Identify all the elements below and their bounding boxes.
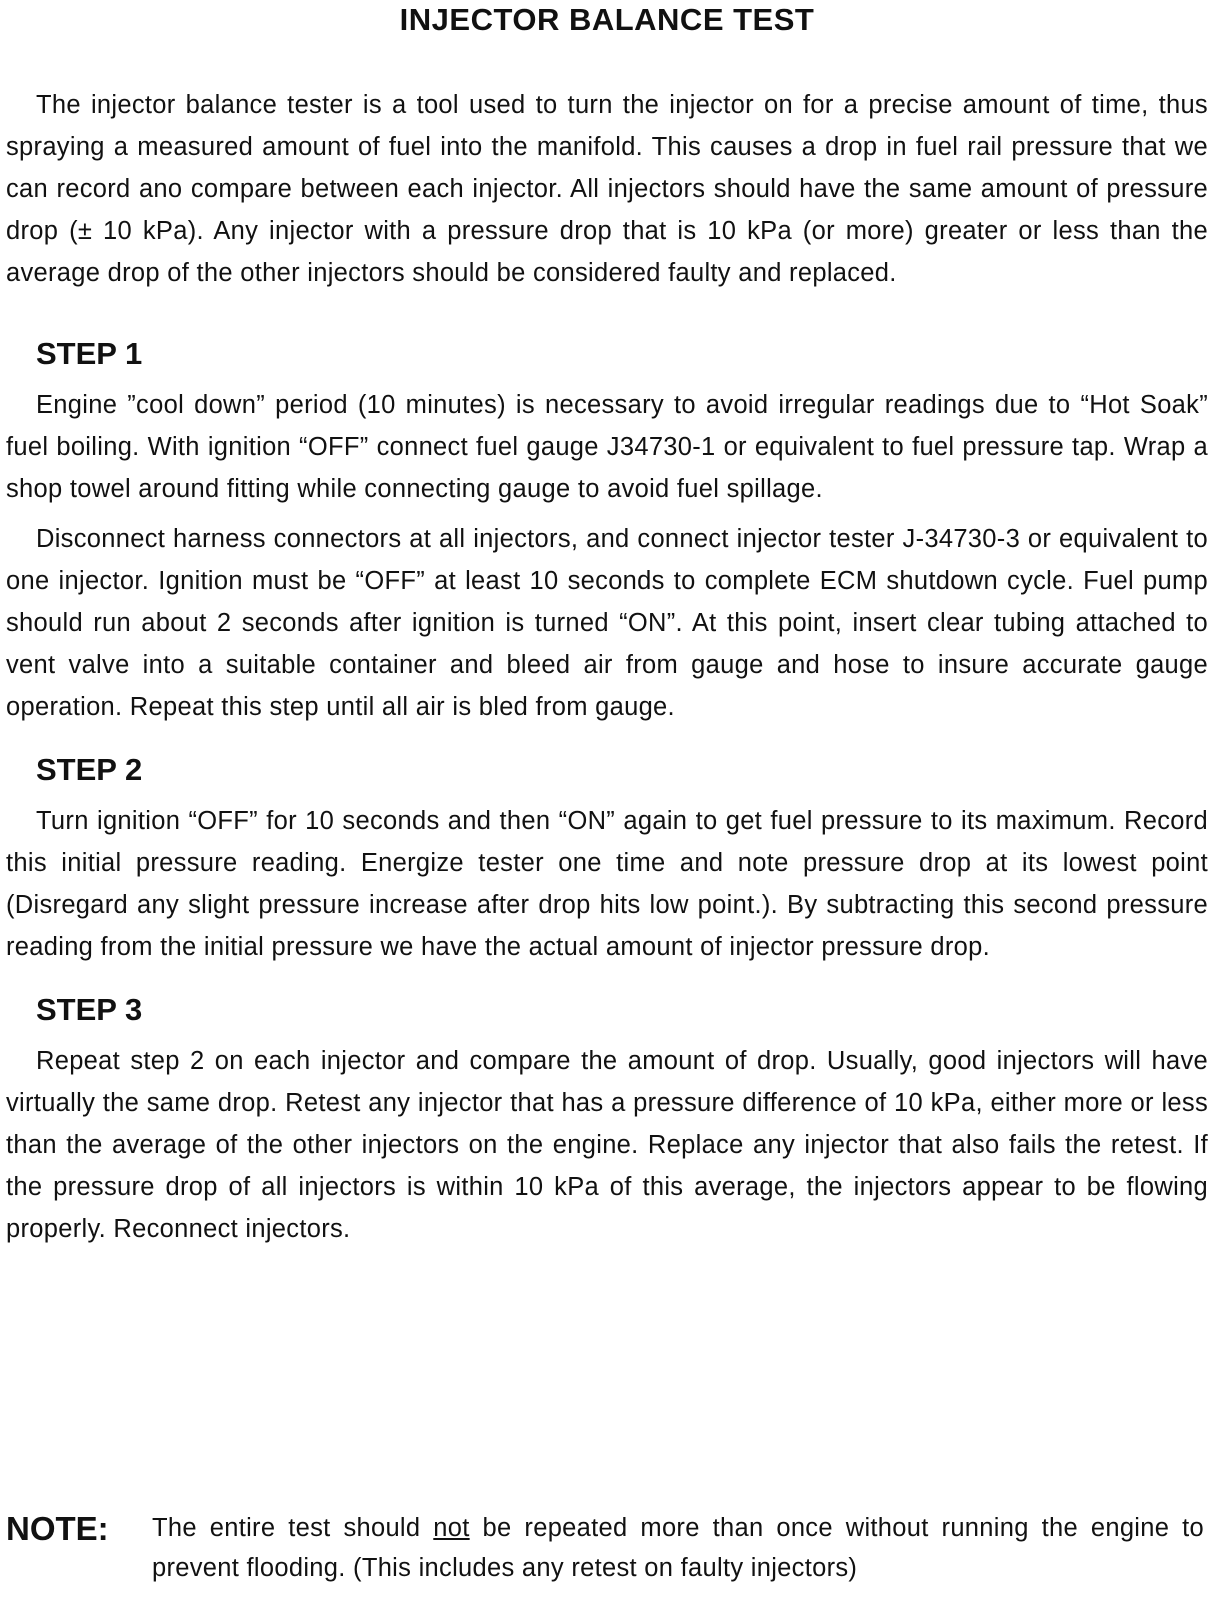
note-text-before: The entire test should: [152, 1514, 434, 1542]
step-3-section: [6, 990, 1208, 1250]
page-title: INJECTOR BALANCE TEST: [399, 2, 815, 37]
note-label: NOTE:: [6, 1510, 109, 1547]
step-2-paragraph-1: Turn ignition “OFF” for 10 seconds and then “ON” again to get fuel pressure to its maximum. Record this initial pressure reading. Energize tester one time and note pressure drop at its lowest point (Disregard any slight pressure increase after drop hits low point.). By subtracting this second pressure reading from the initial pressure we have the actual amount of injector pressure drop.: [6, 807, 1208, 961]
note-text: [152, 1508, 1204, 1588]
step-2-heading: STEP 2: [36, 752, 143, 787]
note-block: [6, 1508, 1204, 1588]
step-2-section: [6, 750, 1208, 968]
step-3-heading: STEP 3: [36, 992, 143, 1027]
note-text-after: be repeated more than once without running the engine to prevent flooding. (This includes any retest on faulty injectors): [152, 1514, 1204, 1582]
note-underlined-word: not: [433, 1514, 470, 1542]
intro-paragraph: The injector balance tester is a tool used to turn the injector on for a precise amount of time, thus spraying a measured amount of fuel into the manifold. This causes a drop in fuel rail pressure that we can record ano compare between each injector. All injectors should have the same amount of pressure drop (± 10 kPa). Any injector with a pressure drop that is 10 kPa (or more) greater or less than the average drop of the other injectors should be considered faulty and replaced.: [6, 91, 1208, 287]
step-1-section: [6, 334, 1208, 728]
step-3-paragraph-1: Repeat step 2 on each injector and compare the amount of drop. Usually, good injectors will have virtually the same drop. Retest any injector that has a pressure difference of 10 kPa, either more or less than the average of the other injectors on the engine. Replace any injector that also fails the retest. If the pressure drop of all injectors is within 10 kPa of this average, the injectors appear to be flowing properly. Reconnect injectors.: [6, 1047, 1208, 1243]
step-1-paragraph-2: Disconnect harness connectors at all injectors, and connect injector tester J-34730-3 or equivalent to one injector. Ignition must be “OFF” at least 10 seconds to complete ECM shutdown cycle. Fuel pump should run about 2 seconds after ignition is turned “ON”. At this point, insert clear tubing attached to vent valve into a suitable container and bleed air from gauge and hose to insure accurate gauge operation. Repeat this step until all air is bled from gauge.: [6, 525, 1208, 721]
step-1-paragraph-1: Engine ”cool down” period (10 minutes) is necessary to avoid irregular readings due to “Hot Soak” fuel boiling. With ignition “OFF” connect fuel gauge J34730-1 or equivalent to fuel pressure tap. Wrap a shop towel around fitting while connecting gauge to avoid fuel spillage.: [6, 391, 1208, 503]
step-1-heading: STEP 1: [36, 336, 143, 371]
